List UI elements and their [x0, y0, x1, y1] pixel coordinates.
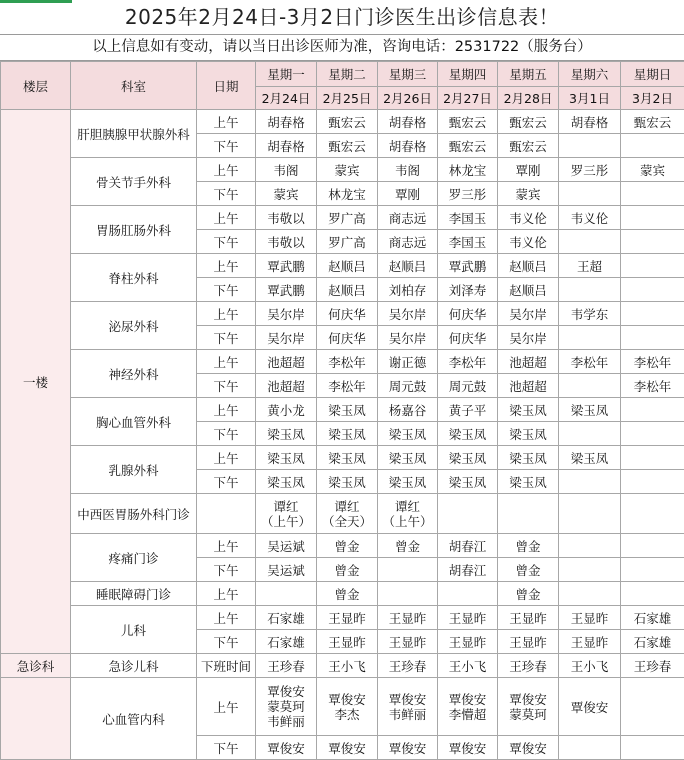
doctor-cell: 梁玉凤 — [498, 446, 559, 470]
floor-cell: 一楼 — [1, 110, 71, 654]
doctor-cell — [621, 398, 684, 422]
doctor-cell: 王小飞 — [438, 654, 498, 678]
doctor-cell: 梁玉凤 — [498, 470, 559, 494]
department-name: 心血管内科 — [71, 678, 197, 760]
department-name: 中西医胃肠外科门诊 — [71, 494, 197, 534]
doctor-cell: 吴尔岸 — [378, 302, 438, 326]
doctor-cell: 李松年 — [438, 350, 498, 374]
doctor-cell: 王显昨 — [378, 630, 438, 654]
doctor-cell: 谭红 （上午） — [256, 494, 317, 534]
doctor-cell: 何庆华 — [317, 326, 378, 350]
doctor-cell: 覃俊安 李杰 — [317, 678, 378, 736]
doctor-cell: 蒙宾 — [621, 158, 684, 182]
doctor-cell: 何庆华 — [438, 326, 498, 350]
doctor-cell: 曾金 — [498, 558, 559, 582]
doctor-cell — [621, 134, 684, 158]
doctor-cell: 商志远 — [378, 230, 438, 254]
doctor-cell — [559, 736, 621, 760]
doctor-cell — [559, 494, 621, 534]
schedule-table — [0, 61, 684, 760]
doctor-cell: 梁玉凤 — [438, 422, 498, 446]
doctor-cell — [621, 494, 684, 534]
doctor-cell: 石家雄 — [256, 606, 317, 630]
doctor-cell: 王珍春 — [621, 654, 684, 678]
doctor-cell: 韦学东 — [559, 302, 621, 326]
doctor-cell: 李松年 — [317, 350, 378, 374]
doctor-cell: 赵顺吕 — [317, 278, 378, 302]
doctor-cell — [378, 582, 438, 606]
department-name: 骨关节手外科 — [71, 158, 197, 206]
period-cell: 下午 — [197, 558, 256, 582]
doctor-cell: 韦敬以 — [256, 206, 317, 230]
doctor-cell: 甄宏云 — [438, 134, 498, 158]
doctor-cell — [621, 278, 684, 302]
doctor-cell: 曾金 — [498, 582, 559, 606]
doctor-cell — [559, 230, 621, 254]
doctor-cell: 林龙宝 — [317, 182, 378, 206]
doctor-cell: 赵顺吕 — [317, 254, 378, 278]
doctor-cell: 覃俊安 — [378, 736, 438, 760]
period-cell: 下班时间 — [197, 654, 256, 678]
doctor-cell: 李松年 — [559, 350, 621, 374]
department-name: 泌尿外科 — [71, 302, 197, 350]
period-cell: 上午 — [197, 446, 256, 470]
period-cell: 下午 — [197, 422, 256, 446]
doctor-cell — [559, 534, 621, 558]
department-name: 肝胆胰腺甲状腺外科 — [71, 110, 197, 158]
doctor-cell: 罗三彤 — [438, 182, 498, 206]
doctor-cell: 王显昨 — [317, 630, 378, 654]
table-row — [1, 606, 684, 630]
floor-cell-empty — [1, 678, 71, 760]
doctor-cell: 蒙宾 — [498, 182, 559, 206]
doctor-cell: 韦敬以 — [256, 230, 317, 254]
department-name: 脊柱外科 — [71, 254, 197, 302]
doctor-cell: 梁玉凤 — [256, 470, 317, 494]
doctor-cell: 王珍春 — [498, 654, 559, 678]
doctor-cell: 谭红 （全天） — [317, 494, 378, 534]
header-weekday: 星期三 — [378, 62, 438, 87]
header-date-cell: 2月28日 — [498, 87, 559, 110]
doctor-cell: 覃武鹏 — [256, 278, 317, 302]
doctor-cell — [621, 736, 684, 760]
doctor-cell: 覃俊安 — [317, 736, 378, 760]
doctor-cell: 甄宏云 — [498, 110, 559, 134]
doctor-cell: 梁玉凤 — [438, 470, 498, 494]
doctor-cell: 胡春江 — [438, 534, 498, 558]
period-cell: 下午 — [197, 326, 256, 350]
doctor-cell: 梁玉凤 — [438, 446, 498, 470]
doctor-cell — [559, 470, 621, 494]
doctor-cell — [621, 558, 684, 582]
doctor-cell: 甄宏云 — [498, 134, 559, 158]
header-weekday: 星期六 — [559, 62, 621, 87]
doctor-cell: 梁玉凤 — [317, 470, 378, 494]
doctor-cell — [621, 182, 684, 206]
doctor-cell — [559, 582, 621, 606]
doctor-cell: 池超超 — [498, 374, 559, 398]
department-name: 疼痛门诊 — [71, 534, 197, 582]
doctor-cell: 罗广高 — [317, 230, 378, 254]
department-name: 儿科 — [71, 606, 197, 654]
floor-cell: 急诊科 — [1, 654, 71, 678]
doctor-cell: 梁玉凤 — [317, 446, 378, 470]
doctor-cell: 梁玉凤 — [378, 422, 438, 446]
department-name: 神经外科 — [71, 350, 197, 398]
doctor-cell — [621, 582, 684, 606]
table-row — [1, 302, 684, 326]
doctor-cell: 梁玉凤 — [256, 446, 317, 470]
header-weekday: 星期一 — [256, 62, 317, 87]
doctor-cell — [621, 446, 684, 470]
header-date-cell: 3月2日 — [621, 87, 684, 110]
doctor-cell: 甄宏云 — [317, 134, 378, 158]
doctor-cell: 韦阁 — [256, 158, 317, 182]
doctor-cell: 李松年 — [621, 374, 684, 398]
doctor-cell: 刘泽寿 — [438, 278, 498, 302]
period-cell: 下午 — [197, 134, 256, 158]
doctor-cell: 覃刚 — [378, 182, 438, 206]
department-name: 胃肠肛肠外科 — [71, 206, 197, 254]
doctor-cell: 覃俊安 — [559, 678, 621, 736]
header-date-cell: 2月24日 — [256, 87, 317, 110]
doctor-cell: 何庆华 — [438, 302, 498, 326]
doctor-cell — [621, 230, 684, 254]
doctor-cell: 吴尔岸 — [256, 326, 317, 350]
header-weekday: 星期日 — [621, 62, 684, 87]
doctor-cell: 林龙宝 — [438, 158, 498, 182]
doctor-cell: 曾金 — [378, 534, 438, 558]
period-cell: 上午 — [197, 206, 256, 230]
header-date: 日期 — [197, 62, 256, 110]
doctor-cell: 李松年 — [317, 374, 378, 398]
doctor-cell: 胡春格 — [256, 110, 317, 134]
header-date-cell: 2月27日 — [438, 87, 498, 110]
doctor-cell: 覃俊安 — [438, 736, 498, 760]
doctor-cell: 曾金 — [317, 558, 378, 582]
doctor-cell: 梁玉凤 — [498, 398, 559, 422]
doctor-cell — [621, 326, 684, 350]
department-name: 急诊儿科 — [71, 654, 197, 678]
doctor-cell: 胡春格 — [256, 134, 317, 158]
doctor-cell: 王显昨 — [438, 606, 498, 630]
period-cell — [197, 494, 256, 534]
period-cell: 上午 — [197, 678, 256, 736]
doctor-cell: 吴尔岸 — [256, 302, 317, 326]
doctor-cell — [559, 422, 621, 446]
period-cell: 上午 — [197, 606, 256, 630]
doctor-cell: 甄宏云 — [317, 110, 378, 134]
doctor-cell: 覃俊安 蒙莫珂 韦鲜丽 — [256, 678, 317, 736]
period-cell: 上午 — [197, 398, 256, 422]
period-cell: 上午 — [197, 350, 256, 374]
doctor-cell: 吴尔岸 — [498, 302, 559, 326]
period-cell: 下午 — [197, 182, 256, 206]
table-row — [1, 494, 684, 534]
table-row — [1, 206, 684, 230]
table-row — [1, 350, 684, 374]
doctor-cell: 覃刚 — [498, 158, 559, 182]
table-row — [1, 110, 684, 134]
doctor-cell: 赵顺吕 — [498, 254, 559, 278]
doctor-cell: 覃武鹏 — [438, 254, 498, 278]
doctor-cell: 谢正德 — [378, 350, 438, 374]
doctor-cell: 王珍春 — [378, 654, 438, 678]
table-row — [1, 678, 684, 736]
doctor-cell: 吴运斌 — [256, 558, 317, 582]
doctor-cell — [559, 326, 621, 350]
doctor-cell: 韦义伦 — [498, 206, 559, 230]
period-cell: 上午 — [197, 110, 256, 134]
period-cell: 下午 — [197, 630, 256, 654]
doctor-cell: 周元鼓 — [438, 374, 498, 398]
doctor-cell — [621, 206, 684, 230]
table-row — [1, 582, 684, 606]
doctor-cell: 梁玉凤 — [378, 446, 438, 470]
doctor-cell: 黄子平 — [438, 398, 498, 422]
doctor-cell: 李松年 — [621, 350, 684, 374]
table-row — [1, 398, 684, 422]
doctor-cell: 覃武鹏 — [256, 254, 317, 278]
doctor-cell: 刘柏存 — [378, 278, 438, 302]
doctor-cell: 梁玉凤 — [317, 422, 378, 446]
doctor-cell — [256, 582, 317, 606]
doctor-cell: 韦阁 — [378, 158, 438, 182]
header-floor: 楼层 — [1, 62, 71, 110]
table-row — [1, 254, 684, 278]
period-cell: 下午 — [197, 230, 256, 254]
table-row — [1, 534, 684, 558]
doctor-cell — [621, 470, 684, 494]
department-name: 乳腺外科 — [71, 446, 197, 494]
doctor-cell: 胡春格 — [378, 134, 438, 158]
period-cell: 上午 — [197, 254, 256, 278]
doctor-cell — [559, 182, 621, 206]
doctor-cell: 梁玉凤 — [559, 398, 621, 422]
department-name: 睡眠障碍门诊 — [71, 582, 197, 606]
department-name: 胸心血管外科 — [71, 398, 197, 446]
doctor-cell: 梁玉凤 — [498, 422, 559, 446]
doctor-cell — [621, 534, 684, 558]
doctor-cell: 覃俊安 韦鲜丽 — [378, 678, 438, 736]
doctor-cell: 王显昨 — [559, 630, 621, 654]
doctor-cell — [621, 678, 684, 736]
doctor-cell: 梁玉凤 — [559, 446, 621, 470]
doctor-cell: 梁玉凤 — [256, 422, 317, 446]
doctor-cell: 胡春格 — [559, 110, 621, 134]
period-cell: 下午 — [197, 278, 256, 302]
doctor-cell: 梁玉凤 — [378, 470, 438, 494]
doctor-cell: 曾金 — [498, 534, 559, 558]
doctor-cell: 赵顺吕 — [378, 254, 438, 278]
doctor-cell: 王显昨 — [559, 606, 621, 630]
period-cell: 下午 — [197, 736, 256, 760]
doctor-cell: 王显昨 — [498, 630, 559, 654]
doctor-cell — [621, 302, 684, 326]
doctor-cell: 罗广高 — [317, 206, 378, 230]
doctor-cell: 王珍春 — [256, 654, 317, 678]
doctor-cell: 池超超 — [256, 350, 317, 374]
doctor-cell: 赵顺吕 — [498, 278, 559, 302]
header-weekday: 星期二 — [317, 62, 378, 87]
header-date-cell: 3月1日 — [559, 87, 621, 110]
period-cell: 上午 — [197, 582, 256, 606]
doctor-cell: 蒙宾 — [317, 158, 378, 182]
doctor-cell: 覃俊安 — [498, 736, 559, 760]
doctor-cell: 胡春格 — [378, 110, 438, 134]
doctor-cell: 石家雄 — [621, 630, 684, 654]
doctor-cell: 李国玉 — [438, 206, 498, 230]
doctor-cell: 李国玉 — [438, 230, 498, 254]
doctor-cell — [621, 422, 684, 446]
doctor-cell: 甄宏云 — [438, 110, 498, 134]
period-cell: 下午 — [197, 470, 256, 494]
doctor-cell: 商志远 — [378, 206, 438, 230]
doctor-cell — [438, 582, 498, 606]
doctor-cell: 曾金 — [317, 582, 378, 606]
doctor-cell: 罗三彤 — [559, 158, 621, 182]
doctor-cell: 黄小龙 — [256, 398, 317, 422]
table-row — [1, 158, 684, 182]
doctor-cell: 王超 — [559, 254, 621, 278]
header-weekday: 星期四 — [438, 62, 498, 87]
header-weekday: 星期五 — [498, 62, 559, 87]
doctor-cell: 池超超 — [256, 374, 317, 398]
doctor-cell: 谭红 （上午） — [378, 494, 438, 534]
doctor-cell: 王显昨 — [378, 606, 438, 630]
doctor-cell — [559, 374, 621, 398]
header-date-cell: 2月26日 — [378, 87, 438, 110]
doctor-cell: 韦义伦 — [559, 206, 621, 230]
page-title: 2025年2月24日-3月2日门诊医生出诊信息表！ — [0, 0, 684, 35]
doctor-cell — [559, 278, 621, 302]
period-cell: 上午 — [197, 302, 256, 326]
doctor-cell: 王显昨 — [317, 606, 378, 630]
doctor-cell — [378, 558, 438, 582]
header-dept: 科室 — [71, 62, 197, 110]
doctor-cell: 覃俊安 蒙莫珂 — [498, 678, 559, 736]
table-row — [1, 654, 684, 678]
doctor-cell: 王显昨 — [498, 606, 559, 630]
doctor-cell: 覃俊安 李懵超 — [438, 678, 498, 736]
sheet-tab-indicator — [0, 0, 72, 3]
doctor-cell: 王小飞 — [317, 654, 378, 678]
doctor-cell: 甄宏云 — [621, 110, 684, 134]
doctor-cell: 吴运斌 — [256, 534, 317, 558]
doctor-cell: 梁玉凤 — [317, 398, 378, 422]
doctor-cell: 王小飞 — [559, 654, 621, 678]
doctor-cell — [438, 494, 498, 534]
doctor-cell: 何庆华 — [317, 302, 378, 326]
doctor-cell: 蒙宾 — [256, 182, 317, 206]
period-cell: 上午 — [197, 158, 256, 182]
doctor-cell: 吴尔岸 — [498, 326, 559, 350]
notice-line: 以上信息如有变动，请以当日出诊医师为准，咨询电话：2531722（服务台） — [0, 35, 684, 61]
doctor-cell: 池超超 — [498, 350, 559, 374]
doctor-cell: 杨嘉谷 — [378, 398, 438, 422]
doctor-cell — [621, 254, 684, 278]
doctor-cell — [559, 134, 621, 158]
doctor-cell: 胡春江 — [438, 558, 498, 582]
period-cell: 下午 — [197, 374, 256, 398]
doctor-cell: 王显昨 — [438, 630, 498, 654]
doctor-cell: 石家雄 — [256, 630, 317, 654]
doctor-cell: 曾金 — [317, 534, 378, 558]
header-date-cell: 2月25日 — [317, 87, 378, 110]
doctor-cell — [498, 494, 559, 534]
doctor-cell: 韦义伦 — [498, 230, 559, 254]
doctor-cell — [559, 558, 621, 582]
doctor-cell: 石家雄 — [621, 606, 684, 630]
period-cell: 上午 — [197, 534, 256, 558]
doctor-cell: 覃俊安 — [256, 736, 317, 760]
doctor-cell: 吴尔岸 — [378, 326, 438, 350]
doctor-cell: 周元鼓 — [378, 374, 438, 398]
table-row — [1, 446, 684, 470]
